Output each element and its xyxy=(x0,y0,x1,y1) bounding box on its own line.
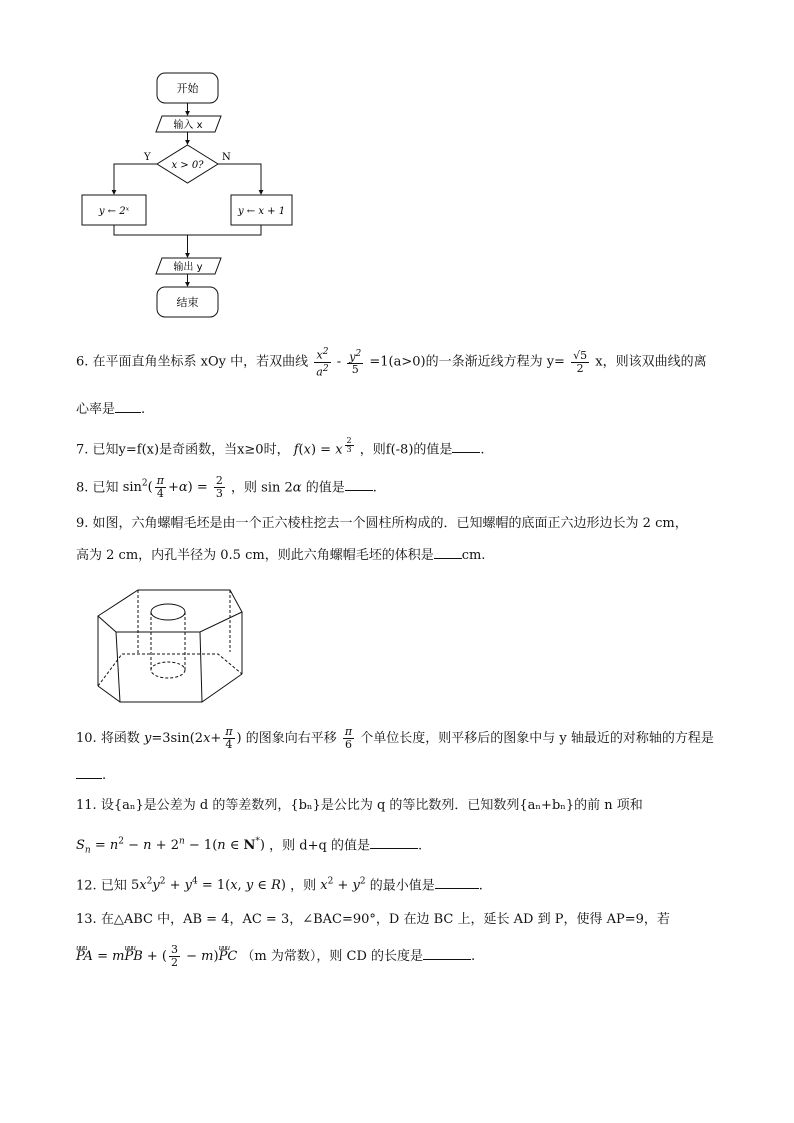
question-13-line-2 xyxy=(76,944,475,969)
question-12 xyxy=(76,872,483,896)
question-number: 7. xyxy=(76,442,89,458)
answer-blank xyxy=(423,947,471,960)
question-10-line-1 xyxy=(76,726,714,751)
question-text: ，则 d+q 的值是 xyxy=(269,838,370,854)
question-number: 13. xyxy=(76,912,97,927)
question-text: 已知 xyxy=(100,878,127,894)
unit-label: cm. xyxy=(461,548,486,563)
answer-blank xyxy=(370,836,418,849)
question-text: ，则f(-8)的值是 xyxy=(359,442,453,458)
question-text: 个单位长度，则平移后的图象中与 y 轴最近的对称轴的方程是 xyxy=(360,731,714,746)
period: . xyxy=(372,480,377,496)
answer-blank xyxy=(115,400,141,413)
question-text: 的最小值是 xyxy=(369,878,435,894)
question-number: 8. xyxy=(76,480,89,496)
fraction-y2-5: $\frac{y^2}{5}$ xyxy=(349,348,362,377)
flowchart-start-label: 开始 xyxy=(176,82,199,95)
flowchart-output-label: 输出 y xyxy=(173,262,203,273)
question-text: 的图象向右平移 xyxy=(245,731,337,746)
question-text: x，则该双曲线的离 xyxy=(595,354,707,370)
period: . xyxy=(102,768,107,783)
question-number: 12. xyxy=(76,878,97,894)
question-text: 的值是 xyxy=(305,480,345,496)
answer-blank xyxy=(435,876,479,889)
question-text: 高为 2 cm，内孔半径为 0.5 cm，则此六角螺帽毛坯的体积是 xyxy=(76,548,434,563)
question-6-line-1: 6. 在平面直角坐标系 xOy 中，若双曲线 $\frac{x^2}{a^2}$ - $\frac{y^2}{5}$ =1(a>0)的一条渐近线方程为 y= $\frac{√5}{2}$ x，则该双曲线的离 xyxy=(76,347,707,379)
question-text: 已知y=f(x)是奇函数，当x≥0时， xyxy=(92,442,290,458)
formula-vector-pa: uuu PA = muuu PB + ( $\frac{3}{2}$ − m)uuu PC xyxy=(76,949,237,964)
question-text: =1(a>0)的一条渐近线方程为 y= xyxy=(369,354,565,370)
hexagonal-prism-figure xyxy=(90,582,250,712)
formula-sn: $S_n = n^2 - n + 2^n - 1(n$ ∈ N*) xyxy=(76,837,265,856)
answer-blank xyxy=(434,546,462,559)
question-text: 心率是 xyxy=(76,402,116,417)
question-number: 6. xyxy=(76,354,89,370)
question-text: 已知 xyxy=(92,480,119,496)
formula-f-x: f xyxy=(293,442,299,458)
flowchart-yes-label: Y xyxy=(144,152,151,163)
flowchart-no-label: N xyxy=(222,152,231,163)
question-6-line-2 xyxy=(76,400,145,420)
question-text: ，则 xyxy=(290,878,317,894)
flowchart-right-label: y ← x + 1 xyxy=(237,206,286,217)
fraction-x2-a2: $\frac{x^2}{a^2}$ xyxy=(316,347,329,379)
question-10-line-2 xyxy=(76,766,106,786)
flowchart-end-label: 结束 xyxy=(176,296,199,309)
formula-constraint: $5x^2y^2 + y^4 = 1(x$, y ∈ R) xyxy=(130,877,286,894)
question-number: 10. xyxy=(76,731,97,746)
question-8 xyxy=(76,474,377,500)
question-11-line-2 xyxy=(76,832,422,861)
formula-3sin: y=3sin(2x+ $\frac{\pi}{4}$ ) xyxy=(143,725,242,751)
question-text: 将函数 xyxy=(100,731,140,746)
question-11-line-1 xyxy=(76,796,643,816)
question-9-line-1 xyxy=(76,514,688,534)
question-number: 11. xyxy=(76,798,97,813)
answer-blank xyxy=(76,766,102,779)
question-number: 9. xyxy=(76,516,89,531)
period: . xyxy=(480,442,485,458)
flowchart xyxy=(70,62,310,324)
question-text: 如图，六角螺帽毛坯是由一个正六棱柱挖去一个圆柱所构成的．已知螺帽的底面正六边形边长为 2 cm， xyxy=(92,516,688,531)
fraction-pi-6: $\frac{\pi}{6}$ xyxy=(344,725,353,751)
period: . xyxy=(417,838,423,854)
question-text: 设{aₙ}是公差为 d 的等差数列，{bₙ}是公比为 q 的等比数列．已知数列{aₙ+bₙ}的前 n 项和 xyxy=(100,798,643,813)
flowchart-decision-label: x > 0? xyxy=(171,160,204,171)
question-text: 在△ABC 中，AB = 4，AC = 3，∠BAC=90°，D 在边 BC 上，延长 AD 到 P，使得 AP=9，若 xyxy=(100,912,670,927)
question-13-line-1 xyxy=(76,910,670,930)
question-9-line-2 xyxy=(76,546,485,566)
formula-x2-y2: $x^2 + y^2$ xyxy=(320,877,366,894)
fraction-sqrt5-2: $\frac{√5}{2}$ xyxy=(573,348,588,375)
question-text: 在平面直角坐标系 xOy 中，若双曲线 xyxy=(92,354,309,370)
period: . xyxy=(478,878,483,894)
period: . xyxy=(471,949,476,964)
period: . xyxy=(141,402,146,417)
answer-blank xyxy=(452,440,480,453)
question-7: 7. 已知y=f(x)是奇函数，当x≥0时， f(x) = x $^{\frac{2}{3}}$ ，则f(-8)的值是 . xyxy=(76,436,485,458)
question-text: （m 为常数），则 CD 的长度是 xyxy=(241,949,424,964)
formula-sin2: $\sin^2$( $\frac{\pi}{4}$ +α) = $\frac{2}{3}$ xyxy=(122,474,223,501)
question-text: ，则 xyxy=(231,480,258,496)
answer-blank xyxy=(345,478,373,491)
flowchart-input-label: 输入 x xyxy=(173,120,203,131)
flowchart-left-label: y ← 2ˣ xyxy=(98,206,130,217)
formula-sin2a: sin 2α xyxy=(261,480,302,496)
